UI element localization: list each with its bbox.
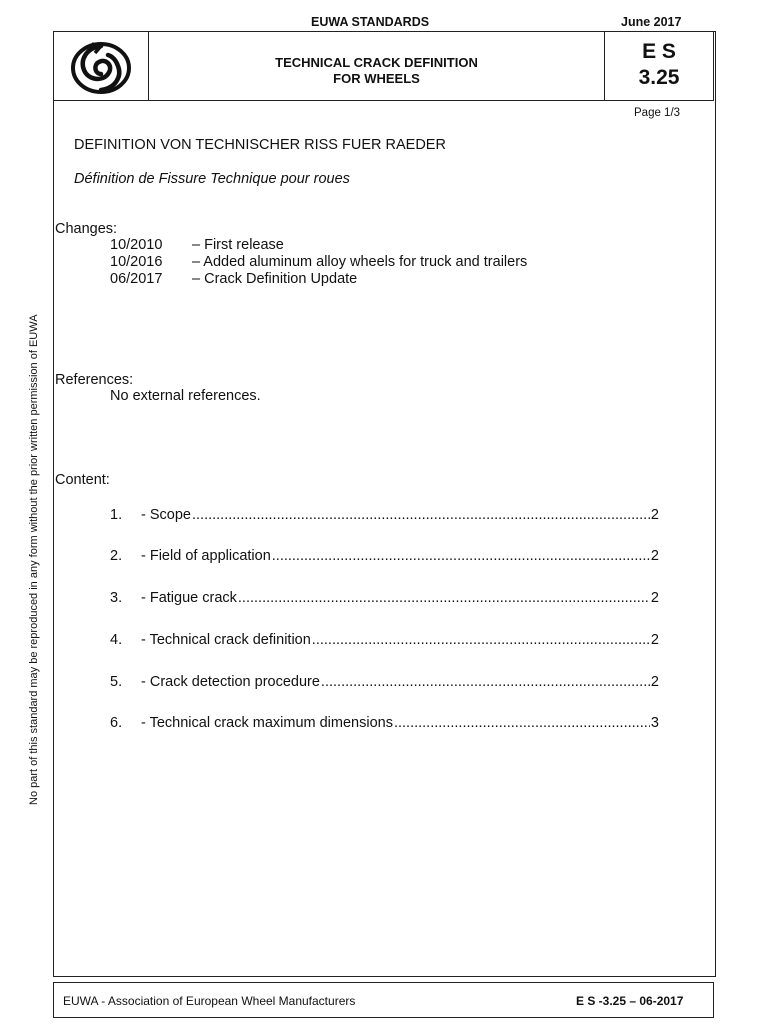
references-label: References: <box>55 372 134 388</box>
change-description: – First release <box>192 237 284 253</box>
toc-entry-crack-detection-procedure[interactable] <box>141 674 659 690</box>
toc-entry-technical-crack-definition[interactable] <box>141 632 659 648</box>
french-title: Définition de Fissure Technique pour roues <box>74 171 350 187</box>
toc-leader-dots <box>272 548 650 564</box>
toc-entry-technical-crack-maximum-dimensions[interactable] <box>141 715 659 731</box>
toc-page: 3 <box>650 715 659 731</box>
toc-title: - Scope <box>141 507 191 523</box>
document-title <box>149 55 604 87</box>
standard-code-line-2: 3.25 <box>638 66 680 89</box>
change-date: 10/2010 <box>110 237 163 253</box>
toc-title: - Technical crack definition <box>141 632 311 648</box>
footer-organization: EUWA - Association of European Wheel Manufacturers <box>63 994 356 1008</box>
title-line-2: FOR WHEELS <box>333 71 420 86</box>
toc-page: 2 <box>650 674 659 690</box>
toc-page: 2 <box>650 590 659 606</box>
toc-entry-fatigue-crack[interactable] <box>141 590 659 606</box>
change-date: 06/2017 <box>110 271 163 287</box>
standard-code <box>605 39 713 91</box>
toc-page: 2 <box>650 632 659 648</box>
toc-title: - Technical crack maximum dimensions <box>141 715 393 731</box>
page-number: Page 1/3 <box>634 107 681 119</box>
toc-page: 2 <box>650 507 659 523</box>
toc-leader-dots <box>238 590 650 606</box>
toc-number: 3. <box>110 590 123 606</box>
toc-number: 4. <box>110 632 123 648</box>
footer-code: E S -3.25 – 06-2017 <box>576 994 684 1008</box>
standard-code-line-1: E S <box>642 40 676 63</box>
change-description: – Added aluminum alloy wheels for truck and trailers <box>192 254 528 270</box>
toc-number: 6. <box>110 715 123 731</box>
toc-entry-field-of-application[interactable] <box>141 548 659 564</box>
toc-page: 2 <box>650 548 659 564</box>
content-label: Content: <box>55 472 110 488</box>
change-description: – Crack Definition Update <box>192 271 358 287</box>
references-text: No external references. <box>110 388 261 404</box>
toc-leader-dots <box>312 632 650 648</box>
euwa-swirl-logo-icon <box>66 38 136 98</box>
header-org: EUWA STANDARDS <box>311 15 430 29</box>
toc-title: - Crack detection procedure <box>141 674 320 690</box>
toc-title: - Field of application <box>141 548 271 564</box>
copyright-side-note: No part of this standard may be reproduced in any form without the prior written permission of EUWA <box>28 314 40 805</box>
toc-number: 5. <box>110 674 123 690</box>
toc-leader-dots <box>394 715 650 731</box>
change-date: 10/2016 <box>110 254 163 270</box>
german-title: DEFINITION VON TECHNISCHER RISS FUER RAEDER <box>74 137 446 153</box>
toc-entry-scope[interactable] <box>141 507 659 523</box>
toc-title: - Fatigue crack <box>141 590 237 606</box>
toc-leader-dots <box>192 507 650 523</box>
toc-number: 1. <box>110 507 123 523</box>
changes-label: Changes: <box>55 221 118 237</box>
header-date: June 2017 <box>621 15 682 29</box>
toc-leader-dots <box>321 674 650 690</box>
toc-number: 2. <box>110 548 123 564</box>
title-line-1: TECHNICAL CRACK DEFINITION <box>275 55 478 70</box>
